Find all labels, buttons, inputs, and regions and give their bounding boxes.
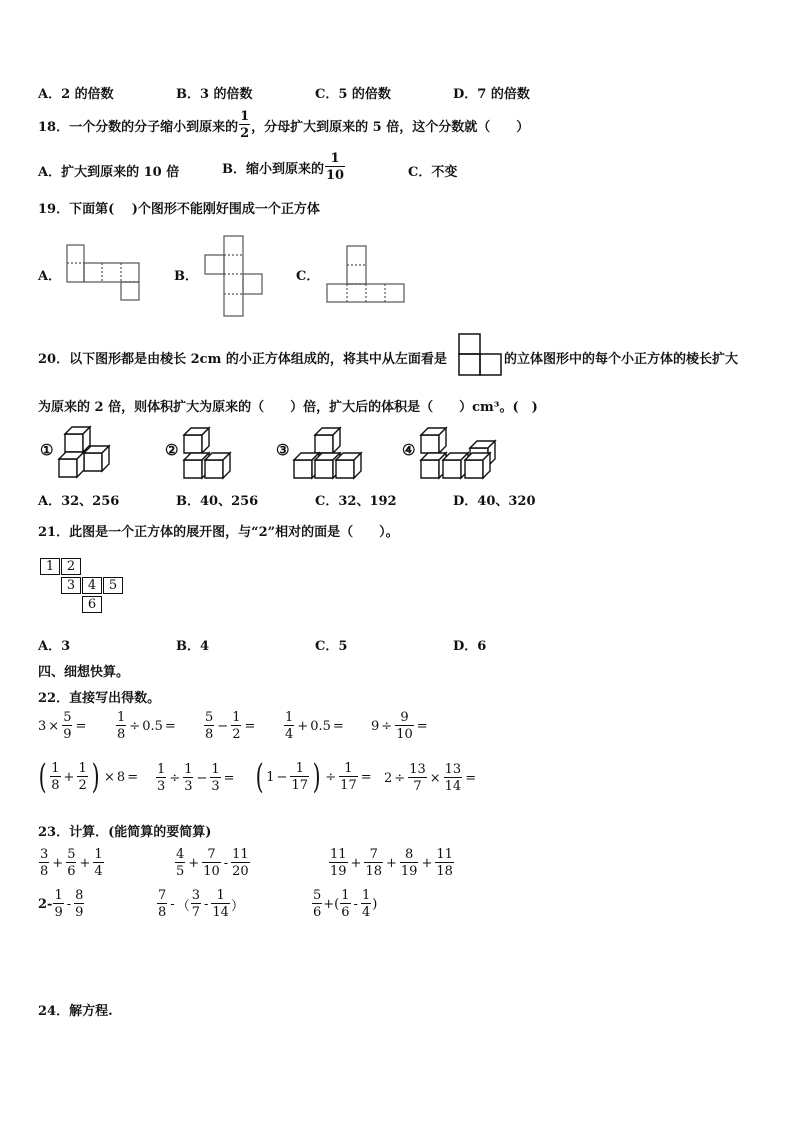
q22-expr-6: ( $\frac{1}{8}$ + $\frac{1}{2}$ ) × 8 = — [38, 757, 139, 797]
q21-cell-6: 6 — [82, 596, 102, 613]
q20-option-d: D．40、320 — [453, 494, 536, 509]
q23-expr-1: $\frac{3}{8}$ + $\frac{5}{6}$ + $\frac{1}{4}$ — [40, 847, 103, 879]
q20-option-c: C．32、192 — [315, 494, 397, 509]
q21-option-c: C．5 — [315, 639, 348, 654]
q23-expr-3: $\frac{11}{19}$ + $\frac{7}{18}$ + $\frac{8}{19}$ + $\frac{11}{18}$ — [330, 847, 453, 879]
q21-option-a: A．3 — [38, 639, 71, 654]
q19-label-a: A． — [38, 269, 62, 284]
q19-net-c — [327, 246, 404, 302]
q18-option-a: A．扩大到原来的 10 倍 — [38, 165, 180, 180]
q20-label-3: ③ — [276, 441, 290, 459]
q18-option-b-fraction: $\frac{1}{10}$ — [326, 151, 345, 183]
q20-figure-4 — [421, 428, 495, 478]
q20-label-1: ① — [40, 441, 54, 459]
q20-option-a: A．32、256 — [38, 494, 120, 509]
q22-expr-9: 2 ÷ $\frac{13}{7}$ × $\frac{13}{14}$ = — [384, 762, 477, 794]
section-4-heading: 四、细想快算。 — [38, 665, 130, 680]
q19-net-a — [67, 245, 139, 300]
q23-expr-2: $\frac{4}{5}$ + $\frac{7}{10}$ - $\frac{11}{20}$ — [176, 847, 249, 879]
q22-expr-2: $\frac{1}{8}$ ÷ 0.5 = — [117, 710, 176, 742]
q24-title: 24．解方程. — [38, 1004, 113, 1019]
q22-title: 22．直接写出得数。 — [38, 691, 161, 706]
q18-option-b: B．缩小到原来的 $\frac{1}{10}$ — [222, 151, 345, 183]
q20-figure-2 — [184, 428, 230, 478]
q23-title: 23．计算．(能简算的要简算) — [38, 825, 212, 840]
q20-line1-pre: 20．以下图形都是由棱长 2cm 的小正方体组成的，将其中从左面看是 — [38, 352, 447, 367]
q20-figure-1 — [59, 427, 109, 477]
q18-option-c: C．不变 — [408, 165, 458, 180]
q23-expr-5: $\frac{7}{8}$ - （ $\frac{3}{7}$ - $\frac{1}{14}$ ） — [158, 888, 244, 920]
q21-cell-5: 5 — [103, 577, 123, 594]
q20-label-4: ④ — [402, 441, 416, 459]
q20-line2: 为原来的 2 倍，则体积扩大为原来的（ ）倍，扩大后的体积是（ ）cm³。( ) — [38, 400, 538, 415]
q22-expr-8: ( 1 − $\frac{1}{17}$ ) ÷ $\frac{1}{17}$ = — [255, 757, 372, 797]
q21-question: 21．此图是一个正方体的展开图，与“2”相对的面是（ ）。 — [38, 525, 399, 540]
q20-side-view-figure — [459, 334, 501, 375]
q17-option-b: B．3 的倍数 — [176, 87, 253, 102]
q18-text-post: ，分母扩大到原来的 5 倍，这个分数就（ ） — [251, 119, 530, 135]
q21-cell-4: 4 — [82, 577, 102, 594]
q19-net-b — [205, 236, 262, 316]
q19-question: 19．下面第( )个图形不能刚好围成一个正方体 — [38, 202, 320, 217]
q21-cell-1: 1 — [40, 558, 60, 575]
q22-expr-3: $\frac{5}{8}$ − $\frac{1}{2}$ = — [205, 710, 256, 742]
q22-expr-5: 9 ÷ $\frac{9}{10}$ = — [371, 710, 428, 742]
q22-expr-4: $\frac{1}{4}$ + 0.5 = — [285, 710, 344, 742]
q21-cell-3: 3 — [61, 577, 81, 594]
q20-figure-3 — [294, 428, 361, 478]
q17-option-d: D．7 的倍数 — [453, 87, 530, 102]
q21-option-b: B．4 — [176, 639, 210, 654]
q20-option-b: B．40、256 — [176, 494, 259, 509]
q23-expr-4: 2- $\frac{1}{9}$ - $\frac{8}{9}$ — [38, 888, 84, 920]
q19-label-c: C． — [296, 269, 320, 284]
q19-label-b: B． — [174, 269, 198, 284]
q17-option-c: C．5 的倍数 — [315, 87, 391, 102]
q20-line1-post: 的立体图形中的每个小正方体的棱长扩大 — [504, 352, 739, 367]
q20-label-2: ② — [165, 441, 179, 459]
q22-expr-1: 3 × $\frac{5}{9}$ = — [38, 710, 87, 742]
q23-expr-6: $\frac{5}{6}$ +( $\frac{1}{6}$ - $\frac{1}{4}$ ) — [313, 888, 378, 920]
q21-option-d: D．6 — [453, 639, 487, 654]
q22-expr-7: $\frac{1}{3}$ ÷ $\frac{1}{3}$ − $\frac{1}{3}$ = — [157, 762, 235, 794]
q18-fraction: $\frac{1}{2}$ — [240, 109, 250, 141]
q21-cell-2: 2 — [61, 558, 81, 575]
q17-option-a: A．2 的倍数 — [38, 87, 114, 102]
q18-text-pre: 18．一个分数的分子缩小到原来的 — [38, 119, 239, 135]
